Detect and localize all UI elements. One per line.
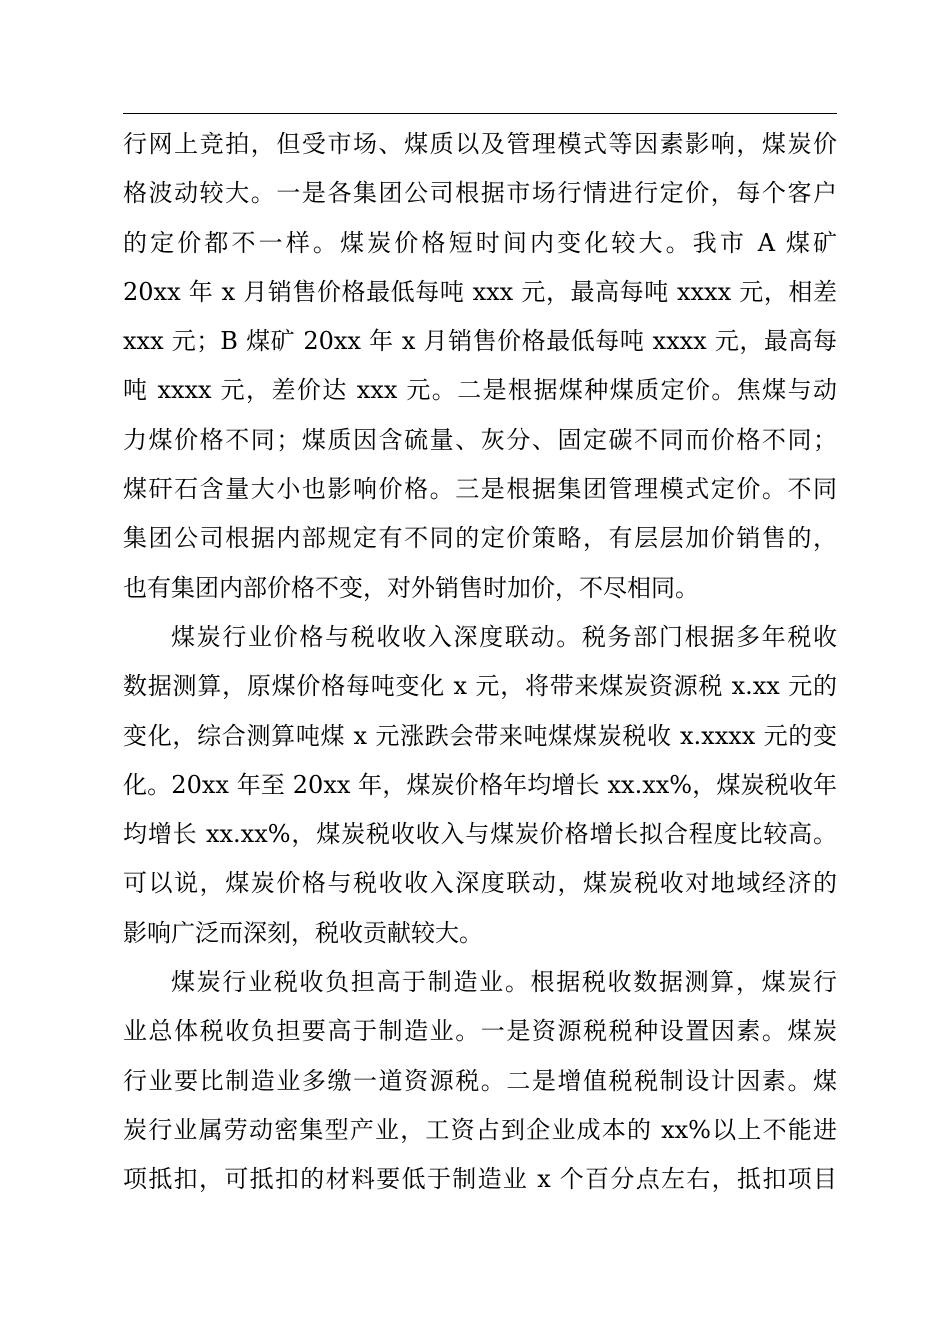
paragraph-1-line: 的定价都不一样。煤炭价格短时间内变化较大。我市 A 煤矿	[123, 228, 837, 257]
paragraph-3-line: 项抵扣，可抵扣的材料要低于制造业 x 个百分点左右，抵扣项目	[123, 1165, 837, 1194]
paragraph-2-line: 变化，综合测算吨煤 x 元涨跌会带来吨煤煤炭税收 x.xxxx 元的变	[123, 721, 837, 750]
paragraph-1-line: 格波动较大。一是各集团公司根据市场行情进行定价，每个客户	[123, 179, 837, 208]
paragraph-3-line: 行业要比制造业多缴一道资源税。二是增值税税制设计因素。煤	[123, 1066, 837, 1095]
paragraph-2-line: 均增长 xx.xx%，煤炭税收收入与煤炭价格增长拟合程度比较高。	[123, 820, 837, 849]
paragraph-1-line: 也有集团内部价格不变，对外销售时加价，不尽相同。	[123, 573, 699, 602]
paragraph-1-line: 20xx 年 x 月销售价格最低每吨 xxx 元，最高每吨 xxxx 元，相差	[123, 277, 837, 306]
body-text	[123, 120, 837, 1205]
paragraph-1-line: 集团公司根据内部规定有不同的定价策略，有层层加价销售的，	[123, 524, 837, 553]
paragraph-1-line: 吨 xxxx 元，差价达 xxx 元。二是根据煤种煤质定价。焦煤与动	[123, 376, 837, 405]
header-rule	[123, 113, 837, 114]
paragraph-3-line: 炭行业属劳动密集型产业，工资占到企业成本的 xx%以上不能进	[123, 1115, 837, 1144]
paragraph-2-line: 可以说，煤炭价格与税收收入深度联动，煤炭税收对地域经济的	[123, 869, 837, 898]
paragraph-1-line: 行网上竞拍，但受市场、煤质以及管理模式等因素影响，煤炭价	[123, 130, 837, 158]
paragraph-1-line: xxx 元；B 煤矿 20xx 年 x 月销售价格最低每吨 xxxx 元，最高每	[123, 327, 837, 356]
paragraph-1-line: 力煤价格不同；煤质因含硫量、灰分、固定碳不同而价格不同；	[123, 425, 837, 454]
paragraph-3-line: 业总体税收负担要高于制造业。一是资源税税种设置因素。煤炭	[123, 1017, 837, 1046]
paragraph-1-line: 煤矸石含量大小也影响价格。三是根据集团管理模式定价。不同	[123, 475, 837, 504]
paragraph-2-line: 数据测算，原煤价格每吨变化 x 元，将带来煤炭资源税 x.xx 元的	[123, 672, 837, 701]
paragraph-3-line: 煤炭行业税收负担高于制造业。根据税收数据测算，煤炭行	[171, 968, 837, 997]
paragraph-2-line: 化。20xx 年至 20xx 年，煤炭价格年均增长 xx.xx%，煤炭税收年	[123, 770, 837, 799]
paragraph-2-line: 影响广泛而深刻，税收贡献较大。	[123, 918, 483, 947]
paragraph-2-line: 煤炭行业价格与税收收入深度联动。税务部门根据多年税收	[171, 622, 837, 651]
